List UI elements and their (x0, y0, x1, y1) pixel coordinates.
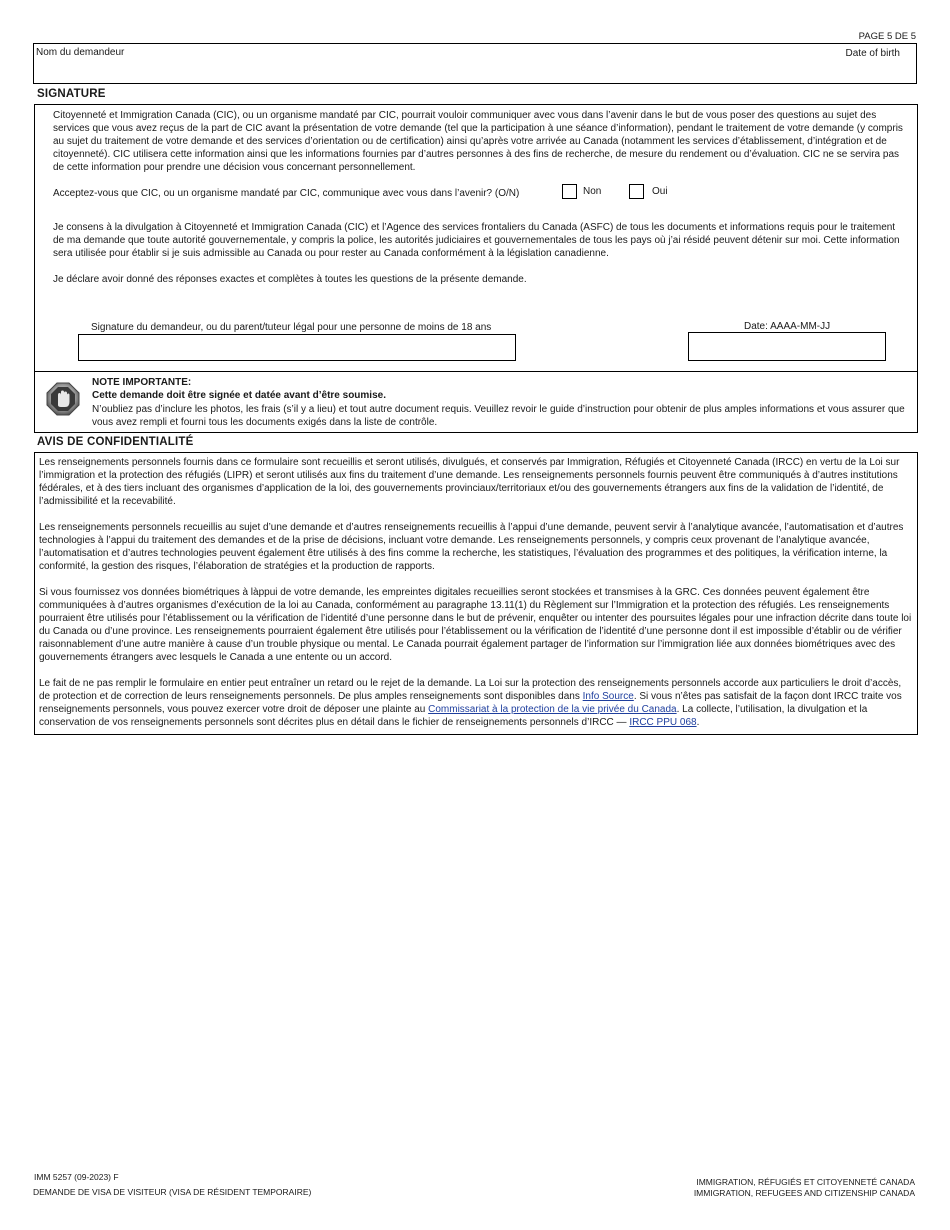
department-name-en: IMMIGRATION, REFUGEES AND CITIZENSHIP CANADA (693, 1188, 915, 1198)
important-note-subtitle: Cette demande doit être signée et datée avant d’être soumise. (92, 390, 386, 401)
page-number: PAGE 5 DE 5 (858, 31, 916, 42)
contact-no-label: Non (583, 186, 602, 197)
privacy-p4-text-2: . Si vous n’êtes pas satisfait de la façon dont IRCC traite vos renseignements personnels, vous pouvez exercer votre droit de déposer une plainte au (39, 691, 902, 715)
privacy-commissioner-link[interactable]: Commissariat à la protection de la vie privée du Canada (428, 704, 677, 715)
privacy-paragraph-4 (39, 677, 913, 729)
declaration-text: Je déclare avoir donné des réponses exactes et complètes à toutes les questions de la présente demande. (53, 274, 527, 285)
ircc-ppu-068-link[interactable]: IRCC PPU 068 (629, 717, 697, 728)
privacy-paragraph-3: Si vous fournissez vos données biométriques à làppui de votre demande, les empreintes digitales recueillies seront stockées et transmises à la GRC. Ces données peuvent également être communiquées à d’autres organismes d’exécution de la loi au Canada, conformément au paragraphe 13.11(1) du Règlement sur l’Immigration et la protection des réfugiés. Les renseignements pourraient être utilisés pour l’établissement ou la vérification de l’identité d’une personne dans le but de prévenir, enquêter ou intenter des poursuites légales pour une infraction décrite dans toute loi du Canada ou d’une province. Les renseignements pourraient également être utilisés pour l’établissement ou la vérification de l’identité d’une personne dont il est impossible d’établir ou de vérifier raisonnablement d’une autre manière à cause d’un trouble physique ou mental. Le Canada pourrait également partager de l’information sur l’immigration liée aux données biométriques avec des gouvernements étrangers avec lesquels le Canada a une entente ou un accord. (39, 587, 912, 663)
signature-field[interactable] (78, 334, 516, 361)
contact-no-checkbox[interactable] (562, 184, 577, 199)
disclosure-consent-paragraph: Je consens à la divulgation à Citoyenneté et Immigration Canada (CIC) et l’Agence des services frontaliers du Canada (ASFC) de tous les documents et informations requis pour le traitement de ma demande que toute autorité gouvernementale, y compris la police, les autorités judiciaires et gouvernementales de tous les pays où j’ai résidé peuvent détenir sur moi. Cette information sera utilisée pour établir si je suis admissible au Canada ou pour rester au Canada conformément à la législation canadienne. (53, 222, 900, 259)
signature-section (34, 104, 918, 433)
applicant-header-box (33, 43, 917, 84)
contact-yes-label: Oui (652, 186, 668, 197)
date-of-birth-label: Date of birth (845, 48, 900, 59)
important-note-title: NOTE IMPORTANTE: (92, 377, 192, 388)
department-name-fr: IMMIGRATION, RÉFUGIÉS ET CITOYENNETÉ CANADA (696, 1177, 915, 1187)
privacy-paragraph-2: Les renseignements personnels recueillis au sujet d’une demande et d’autres renseignements recueillis à l’appui d’une demande, peuvent servir à l’analytique avancée, l’automatisation et d’autres technologies à l’appui du traitement des demandes et de la prise de décisions, incluant votre demande. Les renseignements personnels, y compris ceux provenant de l’analytique avancée, l’automatisation et d’autres technologies peuvent également être utilisés à des fins comme la recherche, les statistiques, l’évaluation des programmes et des politiques, la vérification interne, la conformité, la gestion des risques, l’élaboration de stratégies et la production de rapports. (39, 522, 904, 572)
form-title: DEMANDE DE VISA DE VISITEUR (VISA DE RÉSIDENT TEMPORAIRE) (33, 1187, 312, 1197)
signature-section-title: SIGNATURE (37, 88, 106, 100)
signature-date-label: Date: AAAA-MM-JJ (744, 321, 831, 332)
privacy-p4-end: . (696, 717, 700, 728)
important-note-text: N’oubliez pas d’inclure les photos, les frais (s’il y a lieu) et tout autre document requis. Veuillez revoir le guide d’instruction pour obtenir de plus amples informations et vous assurer que vous avez rempli et fourni tous les documents exigés dans la liste de contrôle. (92, 404, 905, 428)
important-note-icon (45, 381, 81, 417)
signature-date-field[interactable] (688, 332, 886, 361)
privacy-p4-text-3: . La collecte, l’utilisation, la divulgation et la conservation de vos renseignements personnels sont décrites plus en détail dans le fichier de renseignements personnels d’IRCC — (39, 704, 868, 728)
contact-yes-checkbox[interactable] (629, 184, 644, 199)
contact-question: Acceptez-vous que CIC, ou un organisme mandaté par CIC, communique avec vous dans l’avenir? (O/N) (53, 188, 520, 199)
note-divider (35, 371, 917, 372)
privacy-section-title: AVIS DE CONFIDENTIALITÉ (37, 436, 194, 448)
applicant-name-label: Nom du demandeur (36, 47, 125, 58)
contact-consent-paragraph: Citoyenneté et Immigration Canada (CIC), ou un organisme mandaté par CIC, pourrait vouloir communiquer avec vous dans l’avenir dans le but de vous poser des questions au sujet des services que vous avez reçus de la part de CIC avant la présentation de votre demande (tel que la participation à une séance d’information), pendant le traitement de votre demande (y compris au sujet du traitement de votre demande et des services d’orientation ou de certification) ainsi qu’après votre arrivée au Canada (notamment les services d’établissement, d’intégration et de citoyenneté). CIC utilisera cette information ainsi que les informations fournies par d’autres personnes à des fins de recherche, de mesure du rendement ou d’évaluation. CIC ne se servira pas de cette information pour prendre une décision vous concernant personnellement. (53, 110, 903, 173)
form-code: IMM 5257 (09-2023) F (34, 1172, 119, 1182)
privacy-p4-text-1: Le fait de ne pas remplir le formulaire en entier peut entraîner un retard ou le rejet de la demande. La Loi sur la protection des renseignements personnels accorde aux particuliers le droit d’accès, de protection et de correction de leurs renseignements personnels. De plus amples renseignements sont disponibles dans (39, 678, 902, 702)
privacy-section (34, 452, 918, 735)
privacy-paragraph-1: Les renseignements personnels fournis dans ce formulaire sont recueillis et seront utilisés, divulgués, et conservés par Immigration, Réfugiés et Citoyenneté Canada (IRCC) en vertu de la Loi sur l’immigration et la protection des réfugiés (LIPR) et seront utilisés aux fins du traitement d’une demande. Les renseignements personnels fournis peuvent être communiqués à d’autres institutions fédérales, et à des tiers incluant des organismes d’application de la loi, des gouvernements provinciaux/territoriaux et/ou des gouvernements étrangers aux fins de la validation de l’identité, de l’admissibilité et la recevabilité. (39, 457, 900, 507)
signature-label: Signature du demandeur, ou du parent/tuteur légal pour une personne de moins de 18 ans (91, 322, 492, 333)
info-source-link[interactable]: Info Source (582, 691, 634, 702)
